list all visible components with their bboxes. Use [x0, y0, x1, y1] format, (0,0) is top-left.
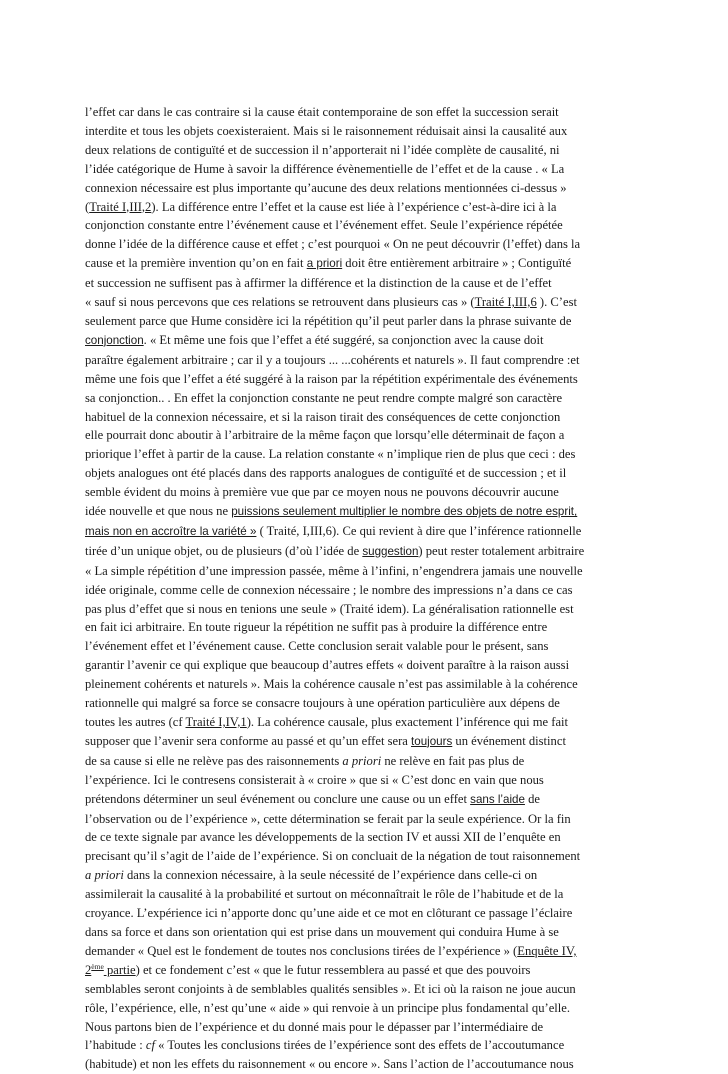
- text-line: [85, 656, 648, 675]
- text-segment: toutes les autres (cf: [85, 715, 186, 729]
- text-line: [85, 810, 648, 829]
- text-line: [85, 274, 648, 293]
- text-line: [85, 445, 648, 464]
- text-segment: l’expérience. Ici le contresens consisterait à « croire » que si « C’est donc en vain que nous: [85, 772, 544, 787]
- text-segment: seulement parce que Hume considère ici la répétition qu’il peut parler dans la phrase suivante de: [85, 313, 572, 328]
- text-line: [85, 464, 648, 483]
- text-line: [85, 179, 648, 198]
- text-line: [85, 637, 648, 656]
- superscript: ème: [91, 961, 104, 971]
- text-segment: Nous partons bien de l’expérience et du donné mais pour le dépasser par l’intermédiaire de: [85, 1019, 544, 1034]
- underlined-reference: Traité I,III,2: [89, 199, 152, 214]
- text-segment: « La simple répétition d’une impression passée, même à l’infini, n’engendrera jamais une nouvelle: [85, 563, 583, 578]
- text-segment: conjonction constante entre l’événement cause et l’événement effet. Seule l’expérience répétée: [85, 218, 563, 233]
- text-segment: deux relations de contiguïté et de succession il n’apporterait ni l’idée complète de causalité, ni: [85, 142, 560, 157]
- underlined-reference: Traité I,III,6: [474, 295, 537, 310]
- underlined-reference: 2: [85, 962, 92, 977]
- text-segment: supposer que l’avenir sera conforme au passé et qu’un effet sera: [85, 733, 412, 748]
- text-line: [85, 942, 648, 961]
- text-line: [85, 562, 648, 581]
- text-segment: ) et ce fondement c’est « que le futur ressemblera au passé et que des pouvoirs: [135, 962, 531, 977]
- underlined-reference: partie: [103, 962, 136, 977]
- text-line: [85, 502, 648, 522]
- text-line: [85, 293, 648, 312]
- text-segment: croyance. L’expérience ici n’apporte donc qu’une aide et ce mot en clôturant ce passage l’éclaire: [85, 906, 573, 921]
- text-segment: en fait ici arbitraire. En toute rigueur la répétition ne suffit pas à produire la différence entre: [85, 620, 548, 635]
- text-segment: l’effet car dans le cas contraire si la cause était contemporaine de son effet la succession serait: [85, 105, 559, 119]
- text-line: [85, 1055, 648, 1074]
- text-segment: idée originale, comme celle de connexion nécessaire ; le nombre des impressions n’a dans ce cas: [85, 582, 573, 597]
- text-line: [85, 103, 648, 122]
- text-segment: ). La cohérence causale, plus exactement l’inférence qui me fait: [246, 715, 569, 729]
- text-segment: dans la connexion nécessaire, à la seule nécessité de l’expérience dans celle-ci on: [123, 868, 538, 883]
- emphasized-phrase: puissions seulement multiplier le nombre des objets de notre esprit,: [231, 505, 578, 519]
- text-segment: pas plus d’effet que si nous en tenions une seule » (Traité idem). La généralisation rationnelle est: [85, 601, 574, 616]
- text-line: [85, 389, 648, 408]
- text-line: [85, 1018, 648, 1037]
- text-segment: habituel de la connexion nécessaire, et si la raison tirait des conséquences de cette conjonction: [85, 409, 561, 424]
- text-segment: . « Et même une fois que l’effet a été suggéré, sa conjonction avec la cause doit: [143, 332, 544, 347]
- text-segment: sa conjonction.. . En effet la conjonction constante ne peut rendre compte malgré son caractère: [85, 390, 563, 405]
- text-segment: « sauf si nous percevons que ces relations se retrouvent dans plusieurs cas » (: [85, 295, 475, 310]
- text-line: [85, 141, 648, 160]
- text-segment: « Toutes les conclusions tirées de l’expérience sont des effets de l’accoutumance: [154, 1038, 565, 1053]
- emphasized-phrase: conjonction: [85, 333, 144, 347]
- text-line: [85, 847, 648, 866]
- text-line: [85, 542, 648, 562]
- text-segment: rationnelle qui malgré sa force se consacre toujours à une opération particulière aux dépens de: [85, 696, 560, 711]
- text-segment: un événement distinct: [452, 733, 566, 748]
- text-segment: l’observation ou de l’expérience », cette détermination se ferait par la seule expérience. Or la fin: [85, 811, 571, 826]
- text-line: [85, 904, 648, 923]
- text-line: [85, 370, 648, 389]
- text-line: [85, 235, 648, 254]
- text-line: [85, 331, 648, 351]
- text-segment: ). La différence entre l’effet et la cause est liée à l’expérience c’est-à-dire ici à la: [151, 199, 557, 214]
- text-segment: même une fois que l’effet a été suggéré à la raison par la répétition expérimentale des événements: [85, 371, 578, 386]
- text-line: [85, 600, 648, 619]
- italic-phrase: a priori: [85, 868, 124, 883]
- text-segment: demander « Quel est le fondement de toutes nos conclusions tirées de l’expérience » (: [85, 943, 518, 958]
- text-line: [85, 790, 648, 810]
- text-segment: l’habitude :: [85, 1038, 146, 1053]
- text-segment: donne l’idée de la différence cause et effet ; c’est pourquoi « On ne peut découvrir (l’effet) dans la: [85, 237, 581, 252]
- text-line: [85, 828, 648, 847]
- text-line: [85, 351, 648, 370]
- emphasized-phrase: suggestion: [362, 544, 419, 558]
- text-segment: l’événement effet et l’événement cause. Cette conclusion serait valable pour le présent, sans: [85, 639, 549, 654]
- text-segment: pleinement cohérents et naturels ». Mais la cohérence causale n’est pas assimilable à la cohérence: [85, 677, 578, 692]
- text-line: [85, 1036, 648, 1055]
- underlined-reference: Traité I,IV,1: [185, 715, 247, 729]
- text-line: [85, 216, 648, 235]
- underlined-reference: Enquête IV,: [517, 943, 577, 958]
- emphasized-phrase: toujours: [411, 734, 453, 748]
- text-line: [85, 618, 648, 637]
- text-line: [85, 483, 648, 502]
- text-line: [85, 254, 648, 274]
- text-line: [85, 771, 648, 790]
- italic-phrase: cf: [145, 1038, 155, 1053]
- text-line: [85, 122, 648, 141]
- text-segment: objets analogues ont été placés dans des rapports analogues de contiguïté et de succession ; et il: [85, 466, 567, 481]
- text-segment: cause et la première invention qu’on en fait: [85, 256, 307, 271]
- text-segment: elle pourrait donc aboutir à l’arbitraire de la même façon que lorsqu’elle déterminait de façon a: [85, 428, 565, 443]
- text-segment: precisant qu’il s’agit de l’aide de l’expérience. Si on concluait de la négation de tout raisonnement: [85, 849, 581, 864]
- text-line: [85, 713, 648, 732]
- text-segment: et succession ne suffisent pas à affirmer la différence et la distinction de la cause et de l’effet: [85, 276, 552, 291]
- text-line: [85, 426, 648, 445]
- text-segment: semble évident du moins à première vue que par ce moyen nous ne pouvons découvrir aucune: [85, 485, 559, 500]
- text-segment: semblables seront conjoints à de semblables qualités sensibles ». Et ici où la raison ne joue aucun: [85, 981, 576, 996]
- text-line: [85, 923, 648, 942]
- text-segment: (: [85, 199, 90, 214]
- text-segment: de sa cause si elle ne relève pas des raisonnements: [85, 753, 343, 768]
- emphasized-phrase: a priori: [306, 257, 343, 271]
- text-segment: ne relève en fait pas plus de: [381, 753, 525, 768]
- emphasized-phrase: sans l’aide: [470, 792, 525, 806]
- text-segment: prétendons déterminer un seul événement ou conclure une cause ou un effet: [85, 791, 471, 806]
- emphasized-phrase: mais non en accroître la variété »: [85, 524, 257, 538]
- text-segment: de: [524, 791, 540, 806]
- text-segment: doit être entièrement arbitraire » ; Contiguïté: [342, 256, 572, 271]
- text-segment: assimilerait la causalité à la probabilité et surtout on méconnaîtrait le rôle de l’habitude et de la: [85, 887, 564, 902]
- text-line: [85, 866, 648, 885]
- text-segment: connexion nécessaire est plus importante qu’aucune des deux relations mentionnées ci-dessus »: [85, 180, 567, 195]
- text-segment: garantir l’avenir ce qui explique que beaucoup d’autres effets « doivent paraître à la raison aussi: [85, 658, 570, 673]
- text-line: [85, 160, 648, 179]
- text-segment: ) peut rester totalement arbitraire: [418, 543, 585, 558]
- text-segment: (habitude) et non les effets du raisonnement « ou encore ». Sans l’action de l’accoutumance nous: [85, 1057, 574, 1072]
- text-line: [85, 694, 648, 713]
- italic-phrase: a priori: [342, 753, 382, 768]
- text-line: [85, 999, 648, 1018]
- text-segment: de ce texte signale par avance les développements de la section IV et aussi XII de l’enquête en: [85, 830, 561, 845]
- text-segment: interdite et tous les objets coexisteraient. Mais si le raisonnement réduisait ainsi la causalité aux: [85, 123, 568, 138]
- text-line: [85, 732, 648, 752]
- document-body-text: [85, 103, 648, 1074]
- text-line: [85, 522, 648, 542]
- text-segment: l’idée catégorique de Hume à savoir la différence évènementielle de l’effet et de la cause . « La: [85, 161, 565, 176]
- text-segment: ( Traité, I,III,6). Ce qui revient à dire que l’inférence rationnelle: [256, 523, 582, 538]
- text-segment: dans sa force et dans son orientation qui est prise dans un mouvement qui conduira Hume à se: [85, 924, 559, 939]
- text-segment: priorique l’effet à partir de la cause. La relation constante « n’implique rien de plus que ceci : des: [85, 447, 576, 462]
- text-segment: idée nouvelle et que nous ne: [85, 504, 232, 519]
- text-line: [85, 675, 648, 694]
- text-line: [85, 408, 648, 427]
- text-line: [85, 312, 648, 331]
- text-line: [85, 980, 648, 999]
- text-line: [85, 961, 648, 980]
- text-segment: paraître également arbitraire ; car il y a toujours ... ...cohérents et naturels ». Il faut comprendre :et: [85, 352, 580, 367]
- text-line: [85, 198, 648, 217]
- text-segment: ). C’est: [536, 295, 577, 310]
- text-line: [85, 885, 648, 904]
- text-line: [85, 752, 648, 771]
- text-segment: tirée d’un unique objet, ou de plusieurs (d’où l’idée de: [85, 543, 363, 558]
- text-line: [85, 581, 648, 600]
- text-segment: rôle, l’expérience, elle, n’est qu’une « aide » qui renvoie à un principe plus fondamental qu’elle.: [85, 1000, 571, 1015]
